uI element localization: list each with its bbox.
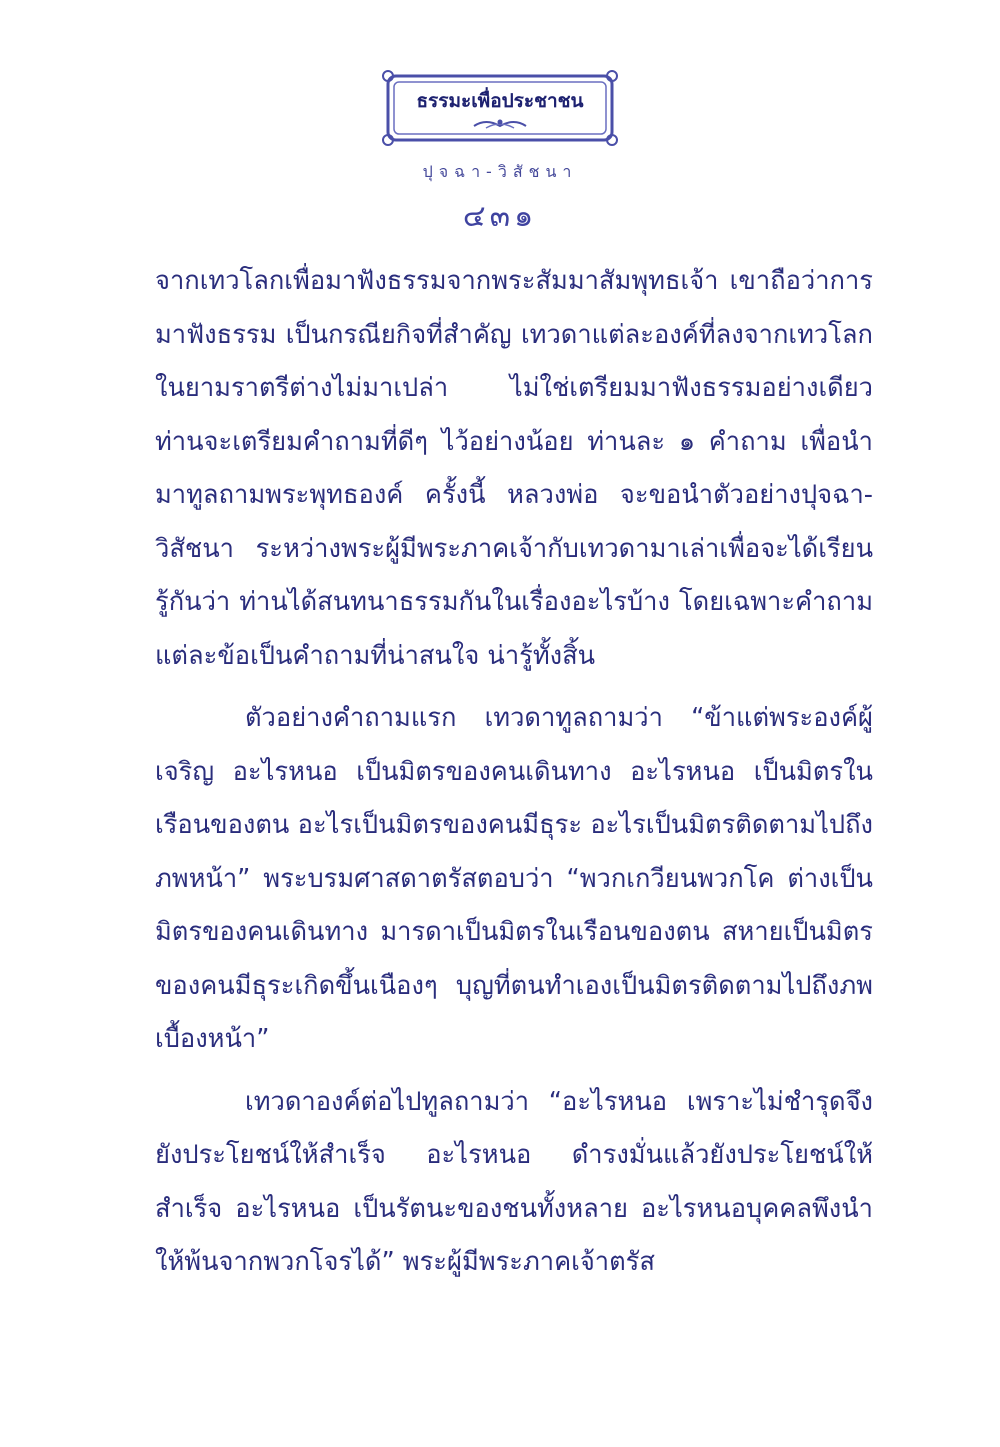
logo-text: ธรรมะเพื่อประชาชน: [416, 90, 584, 112]
section-title: ปุจฉา-วิสัชนา: [422, 162, 578, 181]
page-header: [0, 70, 1000, 240]
paragraph-1: จากเทวโลกเพื่อมาฟังธรรมจากพระสัมมาสัมพุทธเจ้า เขาถือว่าการมาฟังธรรม เป็นกรณียกิจที่สำคัญ เทวดาแต่ละองค์ที่ลงจากเทวโลกในยามราตรีต่างไม่มาเปล่า ไม่ใช่เตรียมมาฟังธรรมอย่างเดียว ท่านจะเตรียมคำถามที่ดีๆ ไว้อย่างน้อย ท่านละ ๑ คำถาม เพื่อนำมาทูลถามพระพุทธองค์ ครั้งนี้ หลวงพ่อ จะขอนำตัวอย่างปุจฉา-วิสัชนา ระหว่างพระผู้มีพระภาคเจ้ากับเทวดามาเล่าเพื่อจะได้เรียนรู้กันว่า ท่านได้สนทนาธรรมกันในเรื่องอะไรบ้าง โดยเฉพาะคำถามแต่ละข้อเป็นคำถามที่น่าสนใจ น่ารู้ทั้งสิ้น: [155, 266, 873, 671]
paragraph-3: เทวดาองค์ต่อไปทูลถามว่า “อะไรหนอ เพราะไม่ชำรุดจึงยังประโยชน์ให้สำเร็จ อะไรหนอ ดำรงมั่นแล้วยังประโยชน์ให้สำเร็จ อะไรหนอ เป็นรัตนะของชนทั้งหลาย อะไรหนอบุคคลพึงนำให้พ้นจากพวกโจรได้” พระผู้มีพระภาคเจ้าตรัส: [155, 1086, 873, 1277]
logo: [382, 70, 618, 154]
page-number: ๔๓๑: [462, 199, 538, 234]
paragraph-2: ตัวอย่างคำถามแรก เทวดาทูลถามว่า “ข้าแต่พระองค์ผู้เจริญ อะไรหนอ เป็นมิตรของคนเดินทาง อะไรหนอ เป็นมิตรในเรือนของตน อะไรเป็นมิตรของคนมีธุระ อะไรเป็นมิตรติดตามไปถึงภพหน้า” พระบรมศาสดาตรัสตอบว่า “พวกเกวียนพวกโค ต่างเป็นมิตรของคนเดินทาง มารดาเป็นมิตรในเรือนของตน สหายเป็นมิตรของคนมีธุระเกิดขึ้นเนืองๆ บุญที่ตนทำเองเป็นมิตรติดตามไปถึงภพเบื้องหน้า”: [155, 703, 873, 1054]
document-body: [155, 255, 873, 1290]
